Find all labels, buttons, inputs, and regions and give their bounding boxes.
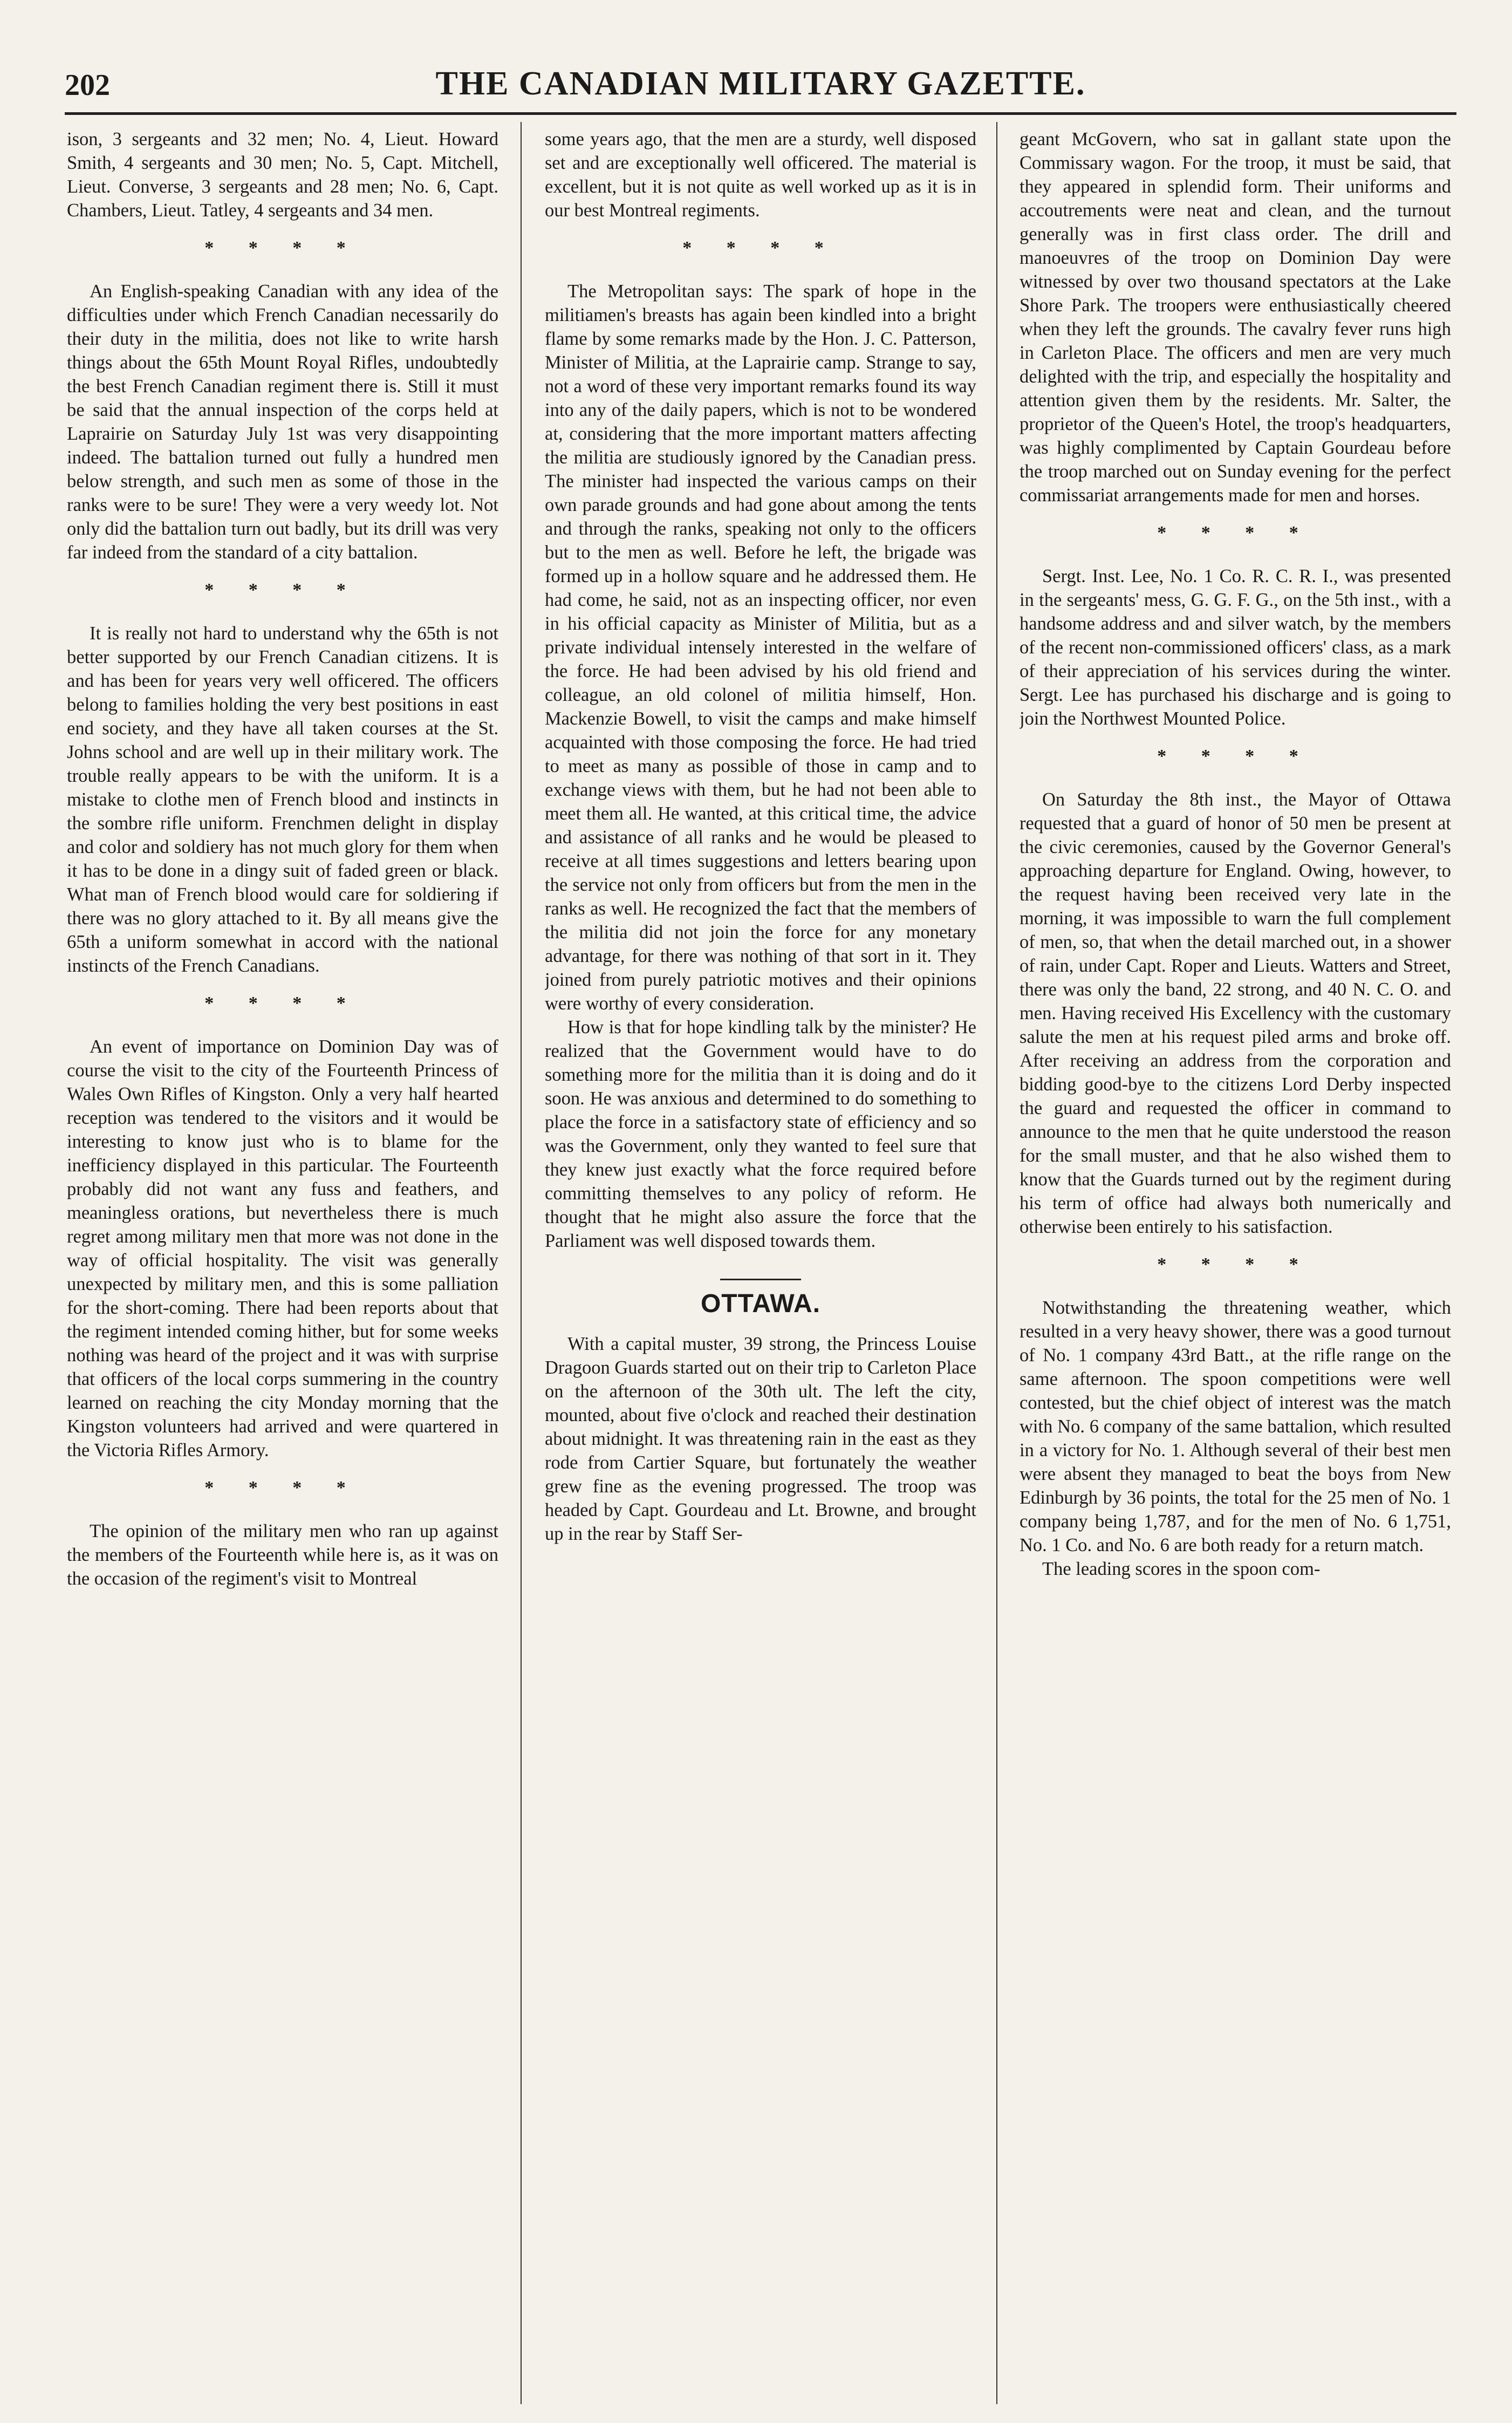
separator-stars: * * * *	[1157, 523, 1313, 543]
article-paragraph: The Metropolitan says: The spark of hope in the militiamen's breasts has again been kindled into a bright flame by some remarks made by the Hon. J. C. Patterson, Minister of Militia, at the Laprairie camp. Strange to say, not a word of these very important remarks found its way into any of the daily papers, which is not to be wondered at, considering that the more important matters affecting the militia are studiously ignored by the Canadian press. The minister had inspected the various camps on their own parade grounds and had gone about among the tents and through the ranks, speaking not only to the officers but to the men as well. Before he left, the brigade was formed up in a hollow square and he addressed them. He had come, he said, not as an inspecting officer, nor even in his official capacity as Minister of Militia, but as a private individual intensely interested in the welfare of the force. He had been advised by his old friend and colleague, an old colonel of militia himself, Hon. Mackenzie Bowell, to visit the camps and make himself acquainted with those composing the force. He had tried to meet as many as possible of those in camp and to exchange views with them, but he had not been able to meet them all. He wanted, at this critical time, the advice and assistance of all ranks and he would be pleased to receive at all times suggestions and letters bearing upon the service not only from officers but from the men in the ranks as well. He recognized the fact that the members of the militia did not join the force for any monetary advantage, for there was nothing of that sort in it. They joined from purely patriotic motives and their opinions were worthy of every consideration.	[545, 281, 976, 1014]
section-rule	[720, 1279, 801, 1280]
column-divider	[521, 122, 522, 2404]
separator-stars: * * * *	[1157, 746, 1313, 766]
column-divider	[996, 122, 997, 2404]
article-paragraph: On Saturday the 8th inst., the Mayor of Ottawa requested that a guard of honor of 50 men be present at the civic ceremonies, caused by the Governor General's approaching departure for England. Owing, however, to the request having been received very late in the morning, it was impossible to warn the full complement of men, so, that when the detail marched out, in a shower of rain, under Capt. Roper and Lieuts. Watters and Street, there was only the band, 22 strong, and 40 N. C. O. and men. Having received His Excellency with the customary salute the men at his request piled arms and broke off. After receiving an address from the corporation and bidding good-bye to the citizens Lord Derby inspected the guard and requested the officer in command to announce to the men that he quite understood the reason for the small muster, and that he also wished them to know that the Guards turned out by the regiment during his term of office had always both numerically and otherwise been entirely to his satisfaction.	[1020, 789, 1451, 1237]
column-2	[545, 127, 976, 2399]
article-paragraph: Notwithstanding the threatening weather, which resulted in a very heavy shower, there was a good turnout of No. 1 company 43rd Batt., at the rifle range on the same afternoon. The spoon competitions were well contested, but the chief object of interest was the match with No. 6 company of the same battalion, which resulted in a victory for No. 1. Although several of their best men were absent they managed to beat the boys from New Edinburgh by 36 points, the total for the 25 men of No. 1 company being 1,787, and for the men of No. 6 1,751, No. 1 Co. and No. 6 are both ready for a return match.	[1020, 1298, 1451, 1555]
article-paragraph: geant McGovern, who sat in gallant state upon the Commissary wagon. For the troop, it must be said, that they appeared in splendid form. Their uniforms and accoutrements were neat and clean, and the turnout generally was in first class order. The drill and manoeuvres of the troop on Dominion Day were witnessed by over two thousand spectators at the Lake Shore Park. The troopers were enthusiastically cheered when they left the grounds. The cavalry fever runs high in Carleton Place. The officers and men are very much delighted with the trip, and especially the hospitality and attention given them by the residents. Mr. Salter, the proprietor of the Queen's Hotel, the troop's headquarters, was highly complimented by Captain Gourdeau before the troop marched out on Sunday evening for the perfect commissariat arrangements made for men and horses.	[1020, 129, 1451, 506]
header-rule	[65, 112, 1456, 115]
article-paragraph: The opinion of the military men who ran up against the members of the Fourteenth while here is, as it was on the occasion of the regiment's visit to Montreal	[67, 1521, 498, 1589]
section-heading-ottawa: OTTAWA.	[700, 1289, 821, 1318]
article-paragraph: How is that for hope kindling talk by the minister? He realized that the Government would have to do something more for the militia than it is doing and do it soon. He was anxious and determined to do something to place the force in a satisfactory state of efficiency and so was the Government, only they wanted to feel sure that they knew just exactly what the force required before committing themselves to any policy of reform. He thought that he might also assure the force that the Parliament was well disposed towards them.	[545, 1017, 976, 1251]
article-paragraph: An event of importance on Dominion Day was of course the visit to the city of the Fourteenth Princess of Wales Own Rifles of Kingston. Only a very half hearted reception was tendered to the visitors and it would be interesting to know just who is to blame for the inefficiency displayed in this particular. The Fourteenth probably did not want any fuss and feathers, and meaningless orations, but nevertheless there is much regret among military men that more was not done in the way of official hospitality. The visit was generally unexpected by military men, and this is some palliation for the short-coming. There had been reports about that the regiment intended coming hither, but for some weeks nothing was heard of the project and it was with surprise that officers of the local corps summering in the country learned on reaching the city Monday morning that the Kingston volunteers had arrived and were quartered in the Victoria Rifles Armory.	[67, 1036, 498, 1460]
article-paragraph: Sergt. Inst. Lee, No. 1 Co. R. C. R. I., was presented in the sergeants' mess, G. G. F. G., on the 5th inst., with a handsome address and and silver watch, by the members of the recent non-commissioned officers' class, as a mark of their appreciation of his services during the winter. Sergt. Lee has purchased his discharge and is going to join the Northwest Mounted Police.	[1020, 566, 1451, 729]
separator-stars: * * * *	[204, 238, 361, 258]
page-number: 202	[65, 69, 110, 102]
masthead-title: THE CANADIAN MILITARY GAZETTE.	[435, 65, 1086, 102]
separator-stars: * * * *	[204, 580, 361, 600]
separator-stars: * * * *	[682, 238, 839, 258]
column-1	[67, 127, 498, 2399]
article-paragraph: An English-speaking Canadian with any idea of the difficulties under which French Canadian necessarily do their duty in the militia, does not like to write harsh things about the 65th Mount Royal Rifles, undoubtedly the best French Canadian regiment there is. Still it must be said that the annual inspection of the corps held at Laprairie on Saturday July 1st was very disappointing indeed. The battalion turned out fully a hundred men below strength, and such men as some of those in the ranks were to be sure! They were a very weedy lot. Not only did the battalion turn out badly, but its drill was very far indeed from the standard of a city battalion.	[67, 281, 498, 563]
article-paragraph: some years ago, that the men are a sturdy, well disposed set and are exceptionally well officered. The material is excellent, but it is not quite as well worked up as it is in our best Montreal regiments.	[545, 129, 976, 221]
article-paragraph: With a capital muster, 39 strong, the Princess Louise Dragoon Guards started out on their trip to Carleton Place on the afternoon of the 30th ult. The left the city, mounted, about five o'clock and reached their destination about midnight. It was threatening rain in the east as they rode from Cartier Square, but fortunately the weather grew fine as the evening progressed. The troop was headed by Capt. Gourdeau and Lt. Browne, and brought up in the rear by Staff Ser-	[545, 1334, 976, 1544]
article-paragraph: It is really not hard to understand why the 65th is not better supported by our French Canadian citizens. It is and has been for years very well officered. The officers belong to families holding the very best positions in east end society, and they have all taken courses at the St. Johns school and are well up in their military work. The trouble really appears to be with the uniform. It is a mistake to clothe men of French blood and instincts in the sombre rifle uniform. Frenchmen delight in display and color and soldiery has not much glory for them when it has to be done in a dingy suit of faded green or black. What man of French blood would care for soldiering if there was no glory attached to it. By all means give the 65th a uniform somewhat in accord with the national instincts of the French Canadians.	[67, 623, 498, 976]
article-paragraph: The leading scores in the spoon com-	[1042, 1559, 1321, 1579]
separator-stars: * * * *	[204, 993, 361, 1013]
article-paragraph: ison, 3 sergeants and 32 men; No. 4, Lieut. Howard Smith, 4 sergeants and 30 men; No. 5, Capt. Mitchell, Lieut. Converse, 3 sergeants and 28 men; No. 6, Capt. Chambers, Lieut. Tatley, 4 sergeants and 34 men.	[67, 129, 498, 221]
column-3	[1020, 127, 1451, 2399]
separator-stars: * * * *	[1157, 1254, 1313, 1274]
page-header	[65, 65, 1456, 113]
separator-stars: * * * *	[204, 1478, 361, 1498]
